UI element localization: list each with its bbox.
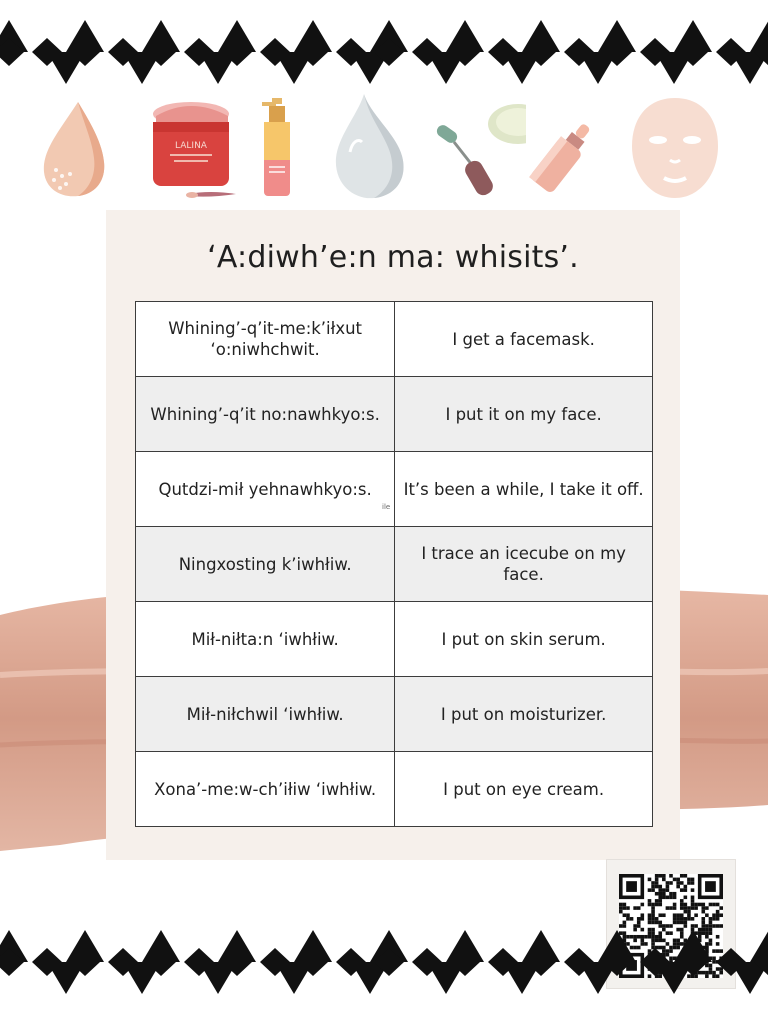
- qr-module: [687, 910, 691, 914]
- qr-module: [648, 878, 652, 882]
- qr-module: [662, 913, 666, 917]
- english-text: I put on skin serum.: [441, 629, 606, 649]
- qr-module: [680, 881, 684, 885]
- table-row: [136, 677, 653, 752]
- qr-module: [623, 913, 627, 917]
- qr-module: [691, 903, 695, 907]
- qr-module: [662, 896, 666, 900]
- qr-module: [666, 888, 670, 892]
- qr-module: [676, 881, 680, 885]
- qr-module: [687, 913, 691, 917]
- qr-module: [712, 903, 716, 907]
- table-row: [136, 752, 653, 827]
- qr-module: [676, 878, 680, 882]
- qr-module: [669, 892, 673, 896]
- qr-module: [655, 899, 659, 903]
- qr-module: [694, 906, 698, 910]
- qr-module: [673, 917, 677, 921]
- qr-module: [691, 906, 695, 910]
- english-text: It’s been a while, I take it off.: [403, 479, 644, 499]
- qr-module: [716, 913, 720, 917]
- qr-module: [651, 888, 655, 892]
- qr-module: [637, 917, 641, 921]
- qr-module: [691, 917, 695, 921]
- qr-module: [673, 892, 677, 896]
- qr-module: [701, 906, 705, 910]
- qr-module: [680, 903, 684, 907]
- qr-module: [680, 899, 684, 903]
- qr-module: [658, 913, 662, 917]
- qr-module: [651, 881, 655, 885]
- qr-module: [680, 917, 684, 921]
- vocabulary-card: [106, 210, 680, 860]
- hupa-phrase: [136, 677, 395, 752]
- table-row: [136, 377, 653, 452]
- qr-module: [705, 906, 709, 910]
- tiny-note: ile: [382, 503, 391, 511]
- qr-module: [694, 913, 698, 917]
- qr-module: [648, 888, 652, 892]
- qr-module: [630, 917, 634, 921]
- qr-module: [658, 899, 662, 903]
- qr-module: [705, 913, 709, 917]
- qr-module: [658, 896, 662, 900]
- hupa-phrase: [136, 602, 395, 677]
- qr-module: [626, 913, 630, 917]
- qr-module: [684, 903, 688, 907]
- qr-module: [684, 917, 688, 921]
- vocabulary-table: [135, 301, 653, 827]
- hupa-text: Mił-niłchwil ‘iwhłiw.: [186, 704, 344, 724]
- table-row: [136, 527, 653, 602]
- qr-module: [626, 906, 630, 910]
- hupa-phrase: [136, 377, 395, 452]
- qr-module: [698, 903, 702, 907]
- qr-module: [684, 885, 688, 889]
- qr-module: [648, 917, 652, 921]
- qr-module: [712, 913, 716, 917]
- qr-module: [701, 921, 705, 925]
- qr-module: [701, 910, 705, 914]
- qr-module: [651, 913, 655, 917]
- qr-module: [684, 896, 688, 900]
- qr-module: [687, 906, 691, 910]
- qr-module: [637, 906, 641, 910]
- qr-module: [719, 906, 723, 910]
- qr-module: [669, 896, 673, 900]
- qr-module: [623, 921, 627, 925]
- qr-module: [626, 917, 630, 921]
- qr-module: [641, 913, 645, 917]
- english-text: I get a facemask.: [452, 329, 595, 349]
- qr-module: [669, 906, 673, 910]
- english-translation: [395, 752, 653, 827]
- qr-module: [676, 921, 680, 925]
- qr-module: [684, 910, 688, 914]
- qr-module: [619, 910, 623, 914]
- hupa-phrase: [136, 302, 395, 377]
- qr-module: [641, 917, 645, 921]
- qr-module: [655, 921, 659, 925]
- qr-module: [673, 913, 677, 917]
- qr-module: [662, 874, 666, 878]
- english-text: I put on moisturizer.: [440, 704, 607, 724]
- qr-module: [687, 917, 691, 921]
- english-translation: [395, 677, 653, 752]
- qr-module: [648, 903, 652, 907]
- qr-module: [619, 906, 623, 910]
- cleanser-bottle-icon: [258, 96, 298, 200]
- qr-module: [666, 896, 670, 900]
- english-text: I put it on my face.: [445, 404, 602, 424]
- hupa-text: Xona’-me:w-ch’iłiw ‘iwhłiw.: [154, 779, 377, 799]
- sheet-mask-icon: [626, 94, 724, 202]
- qr-module: [680, 888, 684, 892]
- cream-jar-icon: [148, 98, 238, 202]
- qr-module: [655, 885, 659, 889]
- qr-module: [655, 903, 659, 907]
- qr-module: [637, 921, 641, 925]
- gel-swatch-icon: [330, 92, 410, 202]
- top-triangle-border: [0, 18, 768, 88]
- english-translation: [395, 452, 653, 527]
- table-row: [136, 602, 653, 677]
- qr-module: [684, 921, 688, 925]
- qr-module: [655, 874, 659, 878]
- qr-module: [666, 885, 670, 889]
- qr-finder: [705, 881, 716, 892]
- english-translation: [395, 377, 653, 452]
- hupa-phrase: [136, 752, 395, 827]
- hupa-text: Whining’-q’it no:nawhkyo:s.: [150, 404, 380, 424]
- qr-module: [666, 881, 670, 885]
- qr-module: [673, 903, 677, 907]
- qr-module: [673, 921, 677, 925]
- qr-module: [658, 888, 662, 892]
- qr-module: [662, 892, 666, 896]
- qr-module: [658, 892, 662, 896]
- qr-module: [691, 888, 695, 892]
- qr-module: [669, 874, 673, 878]
- qr-module: [701, 903, 705, 907]
- qr-module: [716, 910, 720, 914]
- qr-module: [684, 906, 688, 910]
- qr-module: [669, 881, 673, 885]
- qr-module: [651, 903, 655, 907]
- qr-module: [684, 874, 688, 878]
- qr-module: [658, 885, 662, 889]
- qr-module: [662, 888, 666, 892]
- serum-bottle-icon: [528, 118, 598, 198]
- qr-module: [684, 888, 688, 892]
- qr-module: [623, 903, 627, 907]
- qr-module: [651, 885, 655, 889]
- qr-finder: [626, 881, 637, 892]
- qr-module: [658, 874, 662, 878]
- sponge-icon: [40, 100, 110, 200]
- qr-module: [673, 906, 677, 910]
- qr-module: [676, 885, 680, 889]
- qr-module: [680, 921, 684, 925]
- english-text: I put on eye cream.: [443, 779, 605, 799]
- qr-module: [709, 921, 713, 925]
- qr-module: [655, 878, 659, 882]
- qr-module: [716, 917, 720, 921]
- product-illustrations: [0, 92, 768, 207]
- qr-module: [651, 917, 655, 921]
- qr-module: [691, 881, 695, 885]
- qr-module: [641, 903, 645, 907]
- qr-module: [651, 910, 655, 914]
- qr-module: [666, 906, 670, 910]
- qr-module: [716, 903, 720, 907]
- qr-module: [709, 917, 713, 921]
- qr-module: [701, 917, 705, 921]
- qr-module: [651, 921, 655, 925]
- hupa-text: Qutdzi-mił yehnawhkyo:s.: [158, 479, 372, 499]
- qr-module: [691, 878, 695, 882]
- qr-module: [676, 917, 680, 921]
- qr-module: [658, 921, 662, 925]
- qr-module: [648, 913, 652, 917]
- hupa-text: Mił-niłta:n ‘iwhłiw.: [191, 629, 339, 649]
- qr-module: [680, 913, 684, 917]
- qr-module: [680, 874, 684, 878]
- hupa-phrase: [136, 452, 395, 527]
- english-text: I trace an icecube on my face.: [421, 544, 626, 584]
- english-translation: [395, 602, 653, 677]
- qr-module: [655, 917, 659, 921]
- qr-module: [655, 881, 659, 885]
- qr-module: [655, 892, 659, 896]
- qr-module: [719, 913, 723, 917]
- qr-module: [712, 917, 716, 921]
- qr-module: [709, 903, 713, 907]
- hupa-text: Whining’-q’it-me:k’iłxut ‘o:niwhchwit.: [168, 319, 363, 359]
- qr-module: [676, 913, 680, 917]
- table-row: [136, 452, 653, 527]
- qr-module: [633, 906, 637, 910]
- english-translation: [395, 302, 653, 377]
- bottom-triangle-border: [0, 928, 768, 998]
- qr-module: [694, 903, 698, 907]
- hupa-text: Ningxosting k’iwhłiw.: [178, 554, 352, 574]
- qr-module: [680, 906, 684, 910]
- qr-module: [662, 878, 666, 882]
- qr-module: [651, 906, 655, 910]
- qr-module: [648, 921, 652, 925]
- table-row: [136, 302, 653, 377]
- qr-module: [648, 899, 652, 903]
- qr-module: [623, 906, 627, 910]
- qr-module: [691, 899, 695, 903]
- cream-jar-brand-text: LALINA: [175, 141, 207, 151]
- english-translation: [395, 527, 653, 602]
- qr-module: [687, 881, 691, 885]
- qr-module: [687, 878, 691, 882]
- qr-module: [691, 896, 695, 900]
- page-title: ‘A:diwh’e:n ma: whisits’.: [207, 240, 579, 275]
- jade-roller-icon: [436, 98, 526, 202]
- qr-module: [673, 878, 677, 882]
- qr-module: [658, 903, 662, 907]
- hupa-phrase: [136, 527, 395, 602]
- qr-module: [673, 896, 677, 900]
- qr-module: [619, 903, 623, 907]
